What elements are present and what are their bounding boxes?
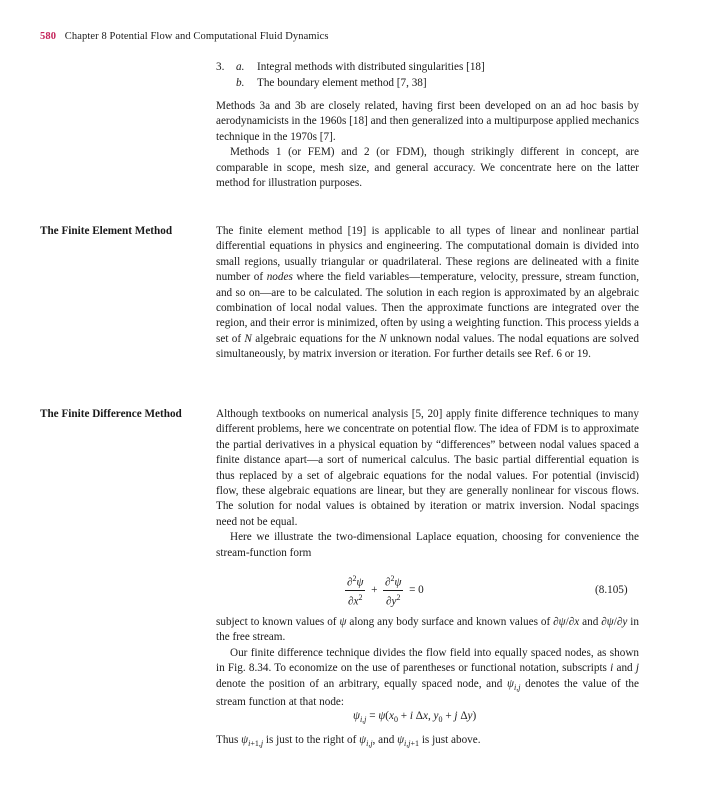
intro-text bbox=[216, 99, 639, 191]
list-text: The boundary element method [7, 38] bbox=[257, 77, 427, 89]
list-text: Integral methods with distributed singularities [18] bbox=[257, 61, 485, 73]
paragraph: Here we illustrate the two-dimensional Laplace equation, choosing for convenience the stream-function form bbox=[216, 531, 639, 559]
fem-text bbox=[216, 224, 639, 363]
list-number: 3. bbox=[216, 61, 225, 73]
paragraph: Thus $\psi_{i+1,j}$ is just to the right of $\psi_{i,j}$, and $\psi_{i,j+1}$ is just above. bbox=[216, 734, 481, 749]
paragraph: The finite element method [19] is applicable to all types of linear and nonlinear partial differential equations in physics and engineering. The computational domain is divided into small regions, usually triangular or quadrilateral. These regions are delineated with a finite number of nodes where the field variables—temperature, velocity, pressure, stream function, and so on—are to be calculated. The solution in each region is approximated by an algebraic combination of local nodal values. Then the approximate functions are integrated over the region, and their error is minimized, often by using a weighting function. This process yields a set of N algebraic equations for the N unknown nodal values. The nodal equations are solved simultaneously, by matrix inversion or iteration. For further details see Ref. 6 or 19. bbox=[216, 225, 639, 361]
fdm-text-end bbox=[216, 733, 639, 752]
fdm-text bbox=[216, 407, 639, 561]
list-item bbox=[216, 61, 485, 73]
paragraph: Methods 3a and 3b are closely related, having first been developed on an ad hoc basis by aerodynamicists in the 1960s [18] and then generalized into a multipurpose applied mechanics technique in the 1970s [7]. bbox=[216, 100, 639, 143]
paragraph: subject to known values of ψ along any body surface and known values of ∂ψ/∂x and ∂ψ/∂y in the free stream. bbox=[216, 616, 640, 644]
list-item bbox=[216, 77, 427, 89]
paragraph: Our finite difference technique divides the flow field into equally spaced nodes, as shown in Fig. 8.34. To economize on the use of parentheses or functional notation, subscripts i and j denote the position of an arbitrary, equally spaced node, and $\psi_{i,j}$ denotes the value of the stream function at that node: bbox=[216, 646, 639, 709]
fdm-text-continued bbox=[216, 615, 639, 711]
page-number: 580 bbox=[40, 31, 57, 42]
laplace-equation: $\frac{\partial^2\psi}{\partial x^2}$ + $\frac{\partial^2\psi}{\partial y^2}$ = 0 bbox=[347, 574, 424, 608]
equation-number: (8.105) bbox=[595, 584, 628, 596]
list-letter: b. bbox=[236, 77, 245, 89]
section-heading-fdm: The Finite Difference Method bbox=[40, 408, 182, 420]
paragraph: Although textbooks on numerical analysis [5, 20] apply finite difference techniques to many different problems, here we concentrate on potential flow. The idea of FDM is to approximate the partial derivatives in a physical equation by “differences” between nodal values spaced a finite distance apart—a sort of numerical calculus. The basic partial differential equation is thus replaced by a set of algebraic equations for the nodal values. For potential (inviscid) flow, these algebraic equations are linear, but they are generally nonlinear for viscous flows. The solution for nodal values is obtained by iteration or matrix inversion. Nodal spacings need not be equal. bbox=[216, 408, 639, 528]
list-letter: a. bbox=[236, 61, 245, 73]
chapter-title: Chapter 8 Potential Flow and Computational Fluid Dynamics bbox=[64, 31, 329, 42]
running-head bbox=[40, 31, 329, 42]
node-definition-equation: $\psi_{i,j} = \psi(x_0 + i$ Δx, $y_0 + j$ Δy) bbox=[353, 710, 477, 725]
paragraph: Methods 1 (or FEM) and 2 (or FDM), though strikingly different in concept, are comparable in scope, mesh size, and general accuracy. We concentrate here on the latter method for illustration purposes. bbox=[216, 146, 639, 190]
section-heading-fem: The Finite Element Method bbox=[40, 225, 173, 237]
